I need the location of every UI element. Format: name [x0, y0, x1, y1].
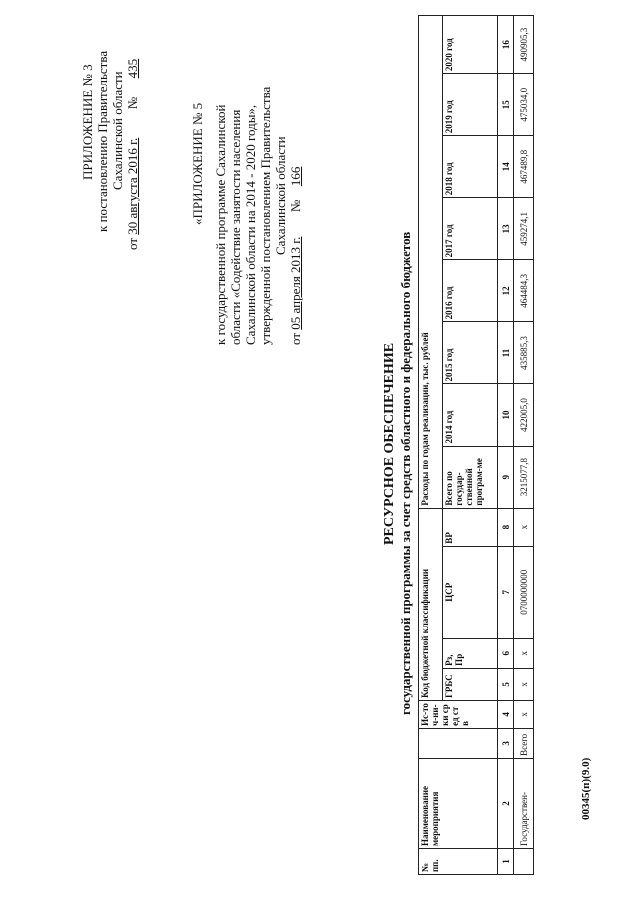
row-vr: x	[514, 508, 534, 546]
resource-table	[418, 15, 534, 875]
row-value-2016: 464484,3	[514, 260, 534, 322]
col-number: 1	[498, 848, 514, 874]
row-value-2020: 490905,3	[514, 16, 534, 74]
col-number: 10	[498, 384, 514, 446]
header-empty	[419, 728, 498, 758]
header-year-2019: 2019 год	[443, 74, 498, 136]
prior-appendix-line5: Сахалинской области	[273, 136, 288, 255]
appendix-title: ПРИЛОЖЕНИЕ № 3	[80, 64, 95, 180]
prior-appendix-title: «ПРИЛОЖЕНИЕ № 5	[190, 102, 205, 225]
row-value-2017: 459274,1	[514, 198, 534, 260]
prior-appendix-line3: Сахалинской области на 2014 - 2020 годы»,	[243, 104, 258, 345]
appendix-date: 30 августа 2016 г.	[125, 137, 140, 235]
col-number: 12	[498, 260, 514, 322]
prior-appendix-from-label: от	[288, 332, 303, 345]
header-rz: Рз, Пр	[443, 638, 498, 668]
header-year-2016: 2016 год	[443, 260, 498, 322]
row-value-2015: 435885,3	[514, 322, 534, 384]
header-source: Ис-точ-ни-ки сред ств	[419, 700, 498, 728]
prior-appendix-line2: области «Содействие занятости населения	[228, 109, 243, 345]
appendix-line1: к постановлению Правительства	[95, 50, 110, 232]
prior-appendix-number: 166	[288, 166, 303, 187]
appendix-date-line	[125, 44, 140, 250]
header-no: № пп.	[419, 848, 498, 874]
row-grbs: x	[514, 668, 534, 700]
header-year-2020: 2020 год	[443, 16, 498, 74]
col-number: 9	[498, 446, 514, 508]
col-number: 16	[498, 16, 514, 74]
row-name: Государствен-	[514, 758, 534, 848]
col-number: 14	[498, 136, 514, 198]
appendix-title-block	[80, 44, 140, 250]
table-row	[514, 16, 534, 875]
col-number: 6	[498, 638, 514, 668]
appendix-line2: Сахалинской области	[110, 71, 125, 190]
prior-appendix-block	[190, 87, 303, 345]
col-number: 15	[498, 74, 514, 136]
col-number: 7	[498, 546, 514, 638]
header-budget-code: Код бюджетной классификации	[419, 508, 443, 700]
row-source: x	[514, 700, 534, 728]
prior-appendix-line1: к государственной программе Сахалинской	[213, 104, 228, 345]
row-no	[514, 848, 534, 874]
column-number-row	[498, 16, 514, 875]
header-name: Наименование мероприятия	[419, 758, 498, 848]
appendix-number: 435	[125, 58, 140, 79]
row-value-2018: 467489,8	[514, 136, 534, 198]
prior-appendix-date-line	[288, 87, 303, 345]
header-total: Всего по государ-ственной програм-ме	[443, 446, 498, 508]
header-year-2018: 2018 год	[443, 136, 498, 198]
header-year-2014: 2014 год	[443, 384, 498, 446]
col-number: 8	[498, 508, 514, 546]
row-csr: 0700000000	[514, 546, 534, 638]
header-csr: ЦСР	[443, 546, 498, 638]
appendix-from-label: от	[125, 237, 140, 250]
header-expenses: Расходы по годам реализации, тыс. рублей	[419, 16, 443, 509]
col-number: 11	[498, 322, 514, 384]
header-year-2015: 2015 год	[443, 322, 498, 384]
document-title: РЕСУРСНОЕ ОБЕСПЕЧЕНИЕ	[382, 342, 397, 545]
row-value-2019: 475034,0	[514, 74, 534, 136]
col-number: 5	[498, 668, 514, 700]
row-total: 3215077,8	[514, 446, 534, 508]
col-number: 2	[498, 758, 514, 848]
header-grbs: ГРБС	[443, 668, 498, 700]
footer-code: 00345(п)(9.0)	[580, 757, 592, 820]
header-year-2017: 2017 год	[443, 198, 498, 260]
resource-table-wrapper	[418, 15, 534, 875]
prior-appendix-line4: утвержденной постановлением Правительства	[258, 86, 273, 345]
row-value-2014: 422005,0	[514, 384, 534, 446]
col-number: 4	[498, 700, 514, 728]
prior-appendix-date: 05 апреля 2013 г.	[288, 236, 303, 330]
header-vr: ВР	[443, 508, 498, 546]
row-sub: Всего	[514, 728, 534, 758]
prior-appendix-no-label: №	[288, 199, 303, 213]
col-number: 3	[498, 728, 514, 758]
col-number: 13	[498, 198, 514, 260]
row-rz: x	[514, 638, 534, 668]
appendix-no-label: №	[125, 96, 140, 110]
document-subtitle: государственной программы за счет средств областного и федерального бюджетов	[398, 231, 413, 715]
